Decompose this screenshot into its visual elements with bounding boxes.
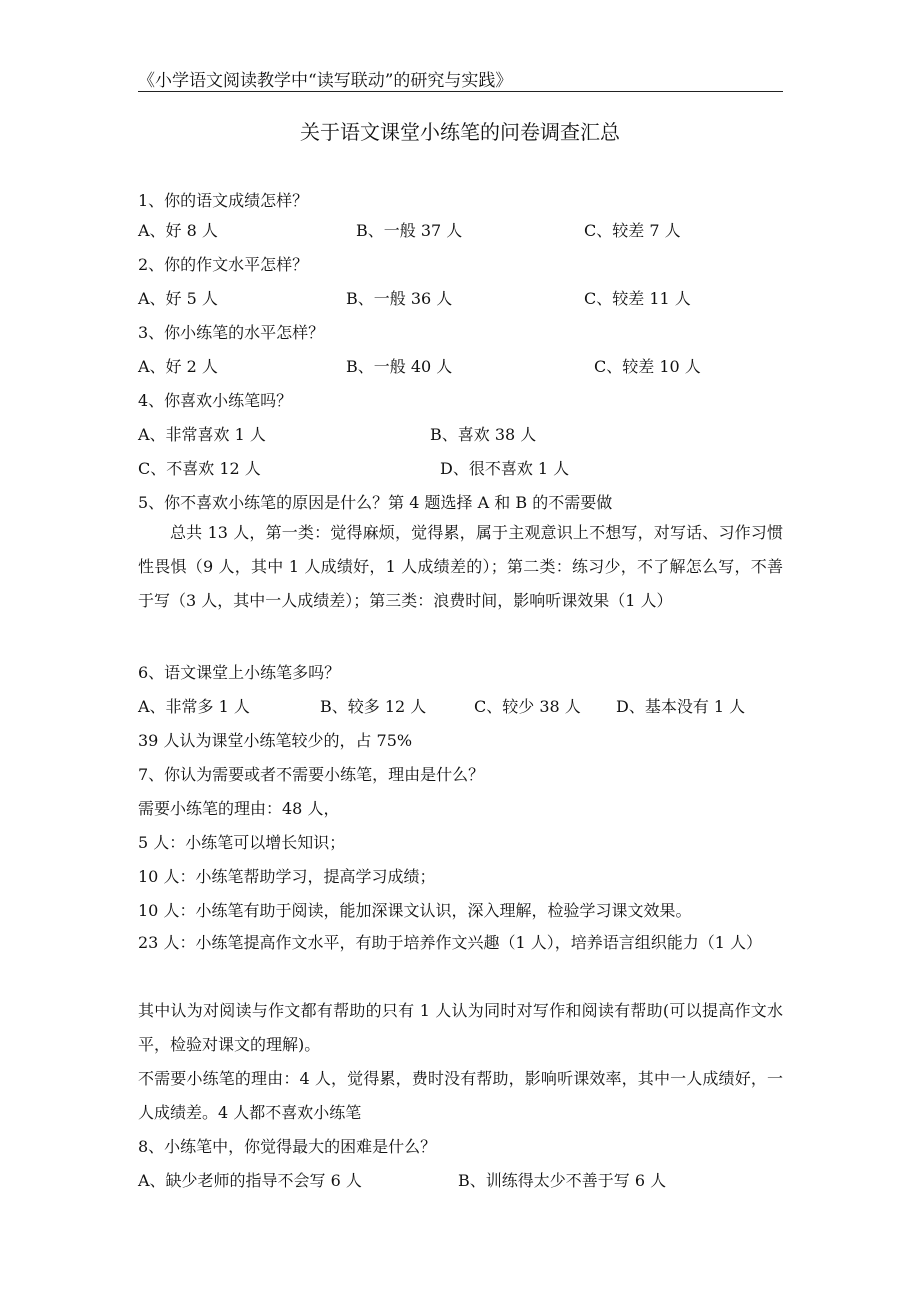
q8-option-b: B、训练得太少不善于写 6 人 <box>458 1171 667 1190</box>
q7-need-reasons: 需要小练笔的理由：48 人， <box>138 799 340 818</box>
question-1: 1、你的语文成绩怎样？ <box>138 191 309 210</box>
q2-option-c: C、较差 11 人 <box>584 289 691 308</box>
question-3: 3、你小练笔的水平怎样？ <box>138 323 325 342</box>
q4-option-d: D、很不喜欢 1 人 <box>440 459 570 478</box>
q3-option-b: B、一般 40 人 <box>346 357 453 376</box>
q6-option-d: D、基本没有 1 人 <box>616 697 746 716</box>
question-5: 5、你不喜欢小练笔的原因是什么？第 4 题选择 A 和 B 的不需要做 <box>138 493 613 512</box>
q6-option-a: A、非常多 1 人 <box>138 697 250 716</box>
page-header: 《小学语文阅读教学中“读写联动”的研究与实践》 <box>138 71 513 91</box>
header-rule <box>138 91 783 92</box>
document-title: 关于语文课堂小练笔的问卷调查汇总 <box>300 120 620 144</box>
q1-option-a: A、好 8 人 <box>138 221 218 240</box>
q7-reason-3: 10 人：小练笔有助于阅读，能加深课文认识，深入理解，检验学习课文效果。 <box>138 901 692 920</box>
question-2: 2、你的作文水平怎样？ <box>138 255 309 274</box>
q6-option-b: B、较多 12 人 <box>320 697 427 716</box>
q6-note: 39 人认为课堂小练笔较少的，占 75% <box>138 731 413 750</box>
q7-no-need-reasons: 不需要小练笔的理由：4 人，觉得累，费时没有帮助，影响听课效率，其中一人成绩好，一人成绩差。4 人都不喜欢小练笔 <box>138 1069 783 1122</box>
q3-option-c: C、较差 10 人 <box>594 357 701 376</box>
q1-option-c: C、较差 7 人 <box>584 221 681 240</box>
q2-option-b: B、一般 36 人 <box>346 289 453 308</box>
q7-reason-4: 23 人：小练笔提高作文水平，有助于培养作文兴趣（1 人），培养语言组织能力（1 人） <box>138 933 762 952</box>
q6-option-c: C、较少 38 人 <box>474 697 581 716</box>
question-4: 4、你喜欢小练笔吗？ <box>138 391 293 410</box>
q8-option-a: A、缺少老师的指导不会写 6 人 <box>138 1171 362 1190</box>
q4-option-a: A、非常喜欢 1 人 <box>138 425 266 444</box>
q4-option-b: B、喜欢 38 人 <box>430 425 537 444</box>
q7-reason-1: 5 人：小练笔可以增长知识； <box>138 833 346 852</box>
q7-both-helpful: 其中认为对阅读与作文都有帮助的只有 1 人认为同时对写作和阅读有帮助(可以提高作文水平，检验对课文的理解)。 <box>138 1001 783 1054</box>
q3-option-a: A、好 2 人 <box>138 357 218 376</box>
q7-reason-2: 10 人：小练笔帮助学习，提高学习成绩； <box>138 867 436 886</box>
q1-option-b: B、一般 37 人 <box>356 221 463 240</box>
q4-option-c: C、不喜欢 12 人 <box>138 459 261 478</box>
q5-answer: 总共 13 人，第一类：觉得麻烦，觉得累，属于主观意识上不想写，对写话、习作习惯性畏惧（9 人，其中 1 人成绩好，1 人成绩差的）；第二类：练习少，不了解怎么写，不善于写（3 人，其中一人成绩差）；第三类：浪费时间，影响听课效果（1 人） <box>138 523 783 610</box>
question-6: 6、语文课堂上小练笔多吗？ <box>138 663 341 682</box>
question-7: 7、你认为需要或者不需要小练笔，理由是什么？ <box>138 765 485 784</box>
question-8: 8、小练笔中，你觉得最大的困难是什么？ <box>138 1137 437 1156</box>
q2-option-a: A、好 5 人 <box>138 289 218 308</box>
